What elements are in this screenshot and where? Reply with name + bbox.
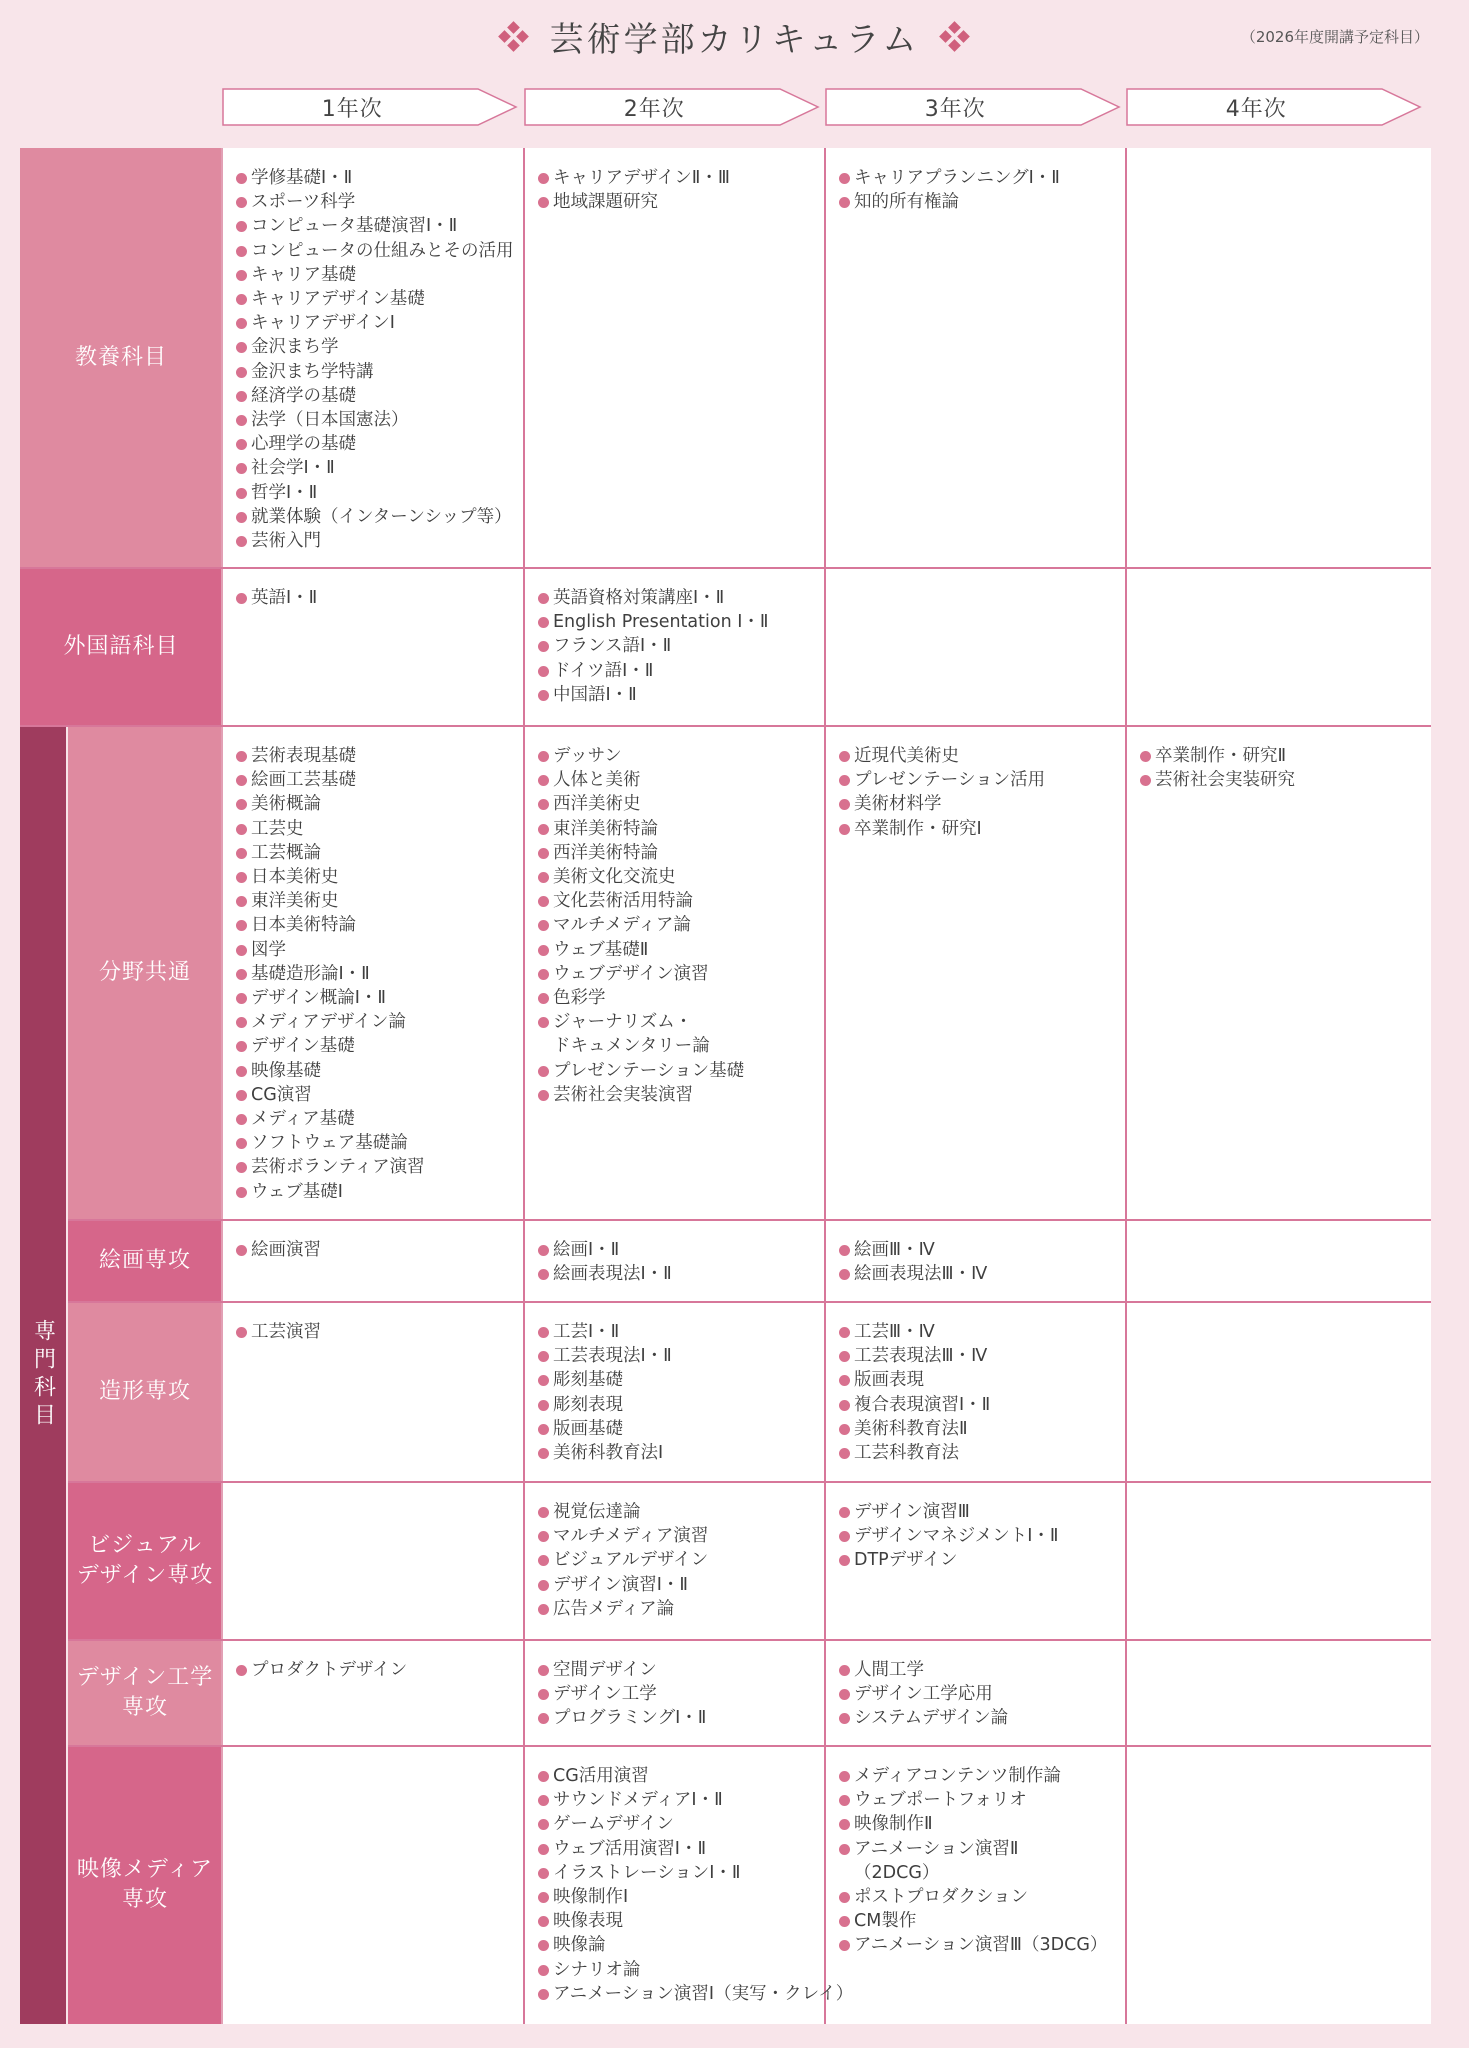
course-item: フランス語Ⅰ・Ⅱ — [538, 634, 828, 658]
course-item: 絵画表現法Ⅲ・Ⅳ — [839, 1262, 1129, 1286]
grid-hline — [20, 725, 1431, 727]
course-item: ジャーナリズム・ — [538, 1010, 828, 1034]
course-cell — [538, 744, 828, 1107]
category-6 — [68, 1482, 222, 1640]
course-item: 視覚伝達論 — [538, 1500, 828, 1524]
grid-hline — [68, 1639, 1431, 1641]
course-item: CG演習 — [236, 1083, 526, 1107]
category-7 — [68, 1640, 222, 1746]
grid-hline — [68, 1745, 1431, 1747]
course-item: 就業体験（インターンシップ等） — [236, 505, 526, 529]
course-cell — [538, 166, 828, 214]
grid-hline — [68, 1481, 1431, 1483]
course-item: DTPデザイン — [839, 1548, 1129, 1572]
course-item: 絵画工芸基礎 — [236, 768, 526, 792]
course-item: システムデザイン論 — [839, 1706, 1129, 1730]
page-title: 芸術学部カリキュラム — [549, 19, 920, 60]
course-cell — [236, 1320, 526, 1344]
course-cell — [236, 1238, 526, 1262]
course-item: 芸術社会実装研究 — [1140, 768, 1430, 792]
course-item: 経済学の基礎 — [236, 384, 526, 408]
course-cell — [538, 586, 828, 707]
grid-hline — [68, 1219, 1431, 1221]
course-item: CG活用演習 — [538, 1764, 828, 1788]
course-item: 工芸表現法Ⅰ・Ⅱ — [538, 1344, 828, 1368]
category-1 — [20, 148, 222, 568]
course-item: 芸術社会実装演習 — [538, 1083, 828, 1107]
course-item: 日本美術史 — [236, 865, 526, 889]
course-cell — [236, 1658, 526, 1682]
category-8 — [68, 1746, 222, 2024]
course-item: 東洋美術特論 — [538, 817, 828, 841]
course-item: English Presentation Ⅰ・Ⅱ — [538, 610, 828, 634]
course-item: プログラミングⅠ・Ⅱ — [538, 1706, 828, 1730]
year-label: 2年次 — [623, 96, 685, 122]
course-item: 美術文化交流史 — [538, 865, 828, 889]
page-subtitle: （2026年度開講予定科目） — [1240, 28, 1429, 46]
course-item: キャリア基礎 — [236, 263, 526, 287]
course-item: 心理学の基礎 — [236, 432, 526, 456]
course-item: ドキュメンタリー論 — [553, 1036, 710, 1057]
course-item: 工芸Ⅰ・Ⅱ — [538, 1320, 828, 1344]
category-label-line: ビジュアル — [88, 1533, 202, 1558]
course-item: 人間工学 — [839, 1658, 1129, 1682]
course-item: 日本美術特論 — [236, 913, 526, 937]
course-item: シナリオ論 — [538, 1958, 828, 1982]
course-cell — [839, 166, 1129, 214]
course-item: 知的所有権論 — [839, 190, 1129, 214]
course-cell — [236, 586, 526, 610]
year-header-2 — [524, 88, 820, 126]
course-item: 文化芸術活用特論 — [538, 889, 828, 913]
course-item: 西洋美術特論 — [538, 841, 828, 865]
course-item: ビジュアルデザイン — [538, 1548, 828, 1572]
course-item: 西洋美術史 — [538, 792, 828, 816]
course-item: アニメーション演習Ⅱ — [839, 1837, 1129, 1861]
course-item: 工芸概論 — [236, 841, 526, 865]
course-item: 絵画演習 — [236, 1238, 526, 1262]
year-label: 1年次 — [321, 96, 383, 122]
course-item: マルチメディア演習 — [538, 1524, 828, 1548]
course-item: 彫刻基礎 — [538, 1368, 828, 1392]
course-item: 芸術入門 — [236, 529, 526, 553]
course-item: デザイン工学 — [538, 1682, 828, 1706]
course-item: デザイン基礎 — [236, 1034, 526, 1058]
course-item: ウェブ基礎Ⅱ — [538, 938, 828, 962]
category-label-line: デザイン工学 — [76, 1665, 214, 1690]
category-label-line: 映像メディア — [76, 1857, 214, 1882]
course-item: 図学 — [236, 938, 526, 962]
course-item: イラストレーションⅠ・Ⅱ — [538, 1861, 828, 1885]
course-cell — [839, 1500, 1129, 1573]
course-item: （2DCG） — [854, 1862, 940, 1883]
category-label: 分野共通 — [98, 960, 191, 985]
course-item: マルチメディア論 — [538, 913, 828, 937]
category-2 — [20, 568, 222, 726]
course-item: 卒業制作・研究Ⅰ — [839, 817, 1129, 841]
course-item: 工芸史 — [236, 817, 526, 841]
course-item: 色彩学 — [538, 986, 828, 1010]
course-item: 芸術表現基礎 — [236, 744, 526, 768]
course-item: 哲学Ⅰ・Ⅱ — [236, 481, 526, 505]
course-item: ウェブポートフォリオ — [839, 1788, 1129, 1812]
course-item: ゲームデザイン — [538, 1812, 828, 1836]
course-item: 金沢まち学特講 — [236, 360, 526, 384]
category-label: 絵画専攻 — [98, 1248, 191, 1273]
grid-hline — [20, 567, 1431, 569]
course-item: コンピュータの仕組みとその活用 — [236, 239, 526, 263]
course-item: アニメーション演習Ⅰ（実写・クレイ） — [538, 1982, 828, 2006]
course-item: 絵画Ⅲ・Ⅳ — [839, 1238, 1129, 1262]
course-item: 美術概論 — [236, 792, 526, 816]
course-item: CM製作 — [839, 1909, 1129, 1933]
course-item: ウェブ基礎Ⅰ — [236, 1180, 526, 1204]
course-item: 芸術ボランティア演習 — [236, 1155, 526, 1179]
course-item: メディアコンテンツ制作論 — [839, 1764, 1129, 1788]
course-item: デザインマネジメントⅠ・Ⅱ — [839, 1524, 1129, 1548]
course-item: キャリアデザインⅠ — [236, 311, 526, 335]
course-cell — [538, 1320, 828, 1465]
course-item: 学修基礎Ⅰ・Ⅱ — [236, 166, 526, 190]
course-item: 複合表現演習Ⅰ・Ⅱ — [839, 1393, 1129, 1417]
course-cell — [538, 1238, 828, 1286]
course-item: 工芸演習 — [236, 1320, 526, 1344]
category-3 — [68, 726, 222, 1220]
course-item: 地域課題研究 — [538, 190, 828, 214]
course-item: プレゼンテーション基礎 — [538, 1059, 828, 1083]
course-item: キャリアデザインⅡ・Ⅲ — [538, 166, 828, 190]
course-item: メディア基礎 — [236, 1107, 526, 1131]
course-item: 映像制作Ⅰ — [538, 1885, 828, 1909]
course-item: 映像基礎 — [236, 1059, 526, 1083]
course-item: アニメーション演習Ⅲ（3DCG） — [839, 1933, 1129, 1957]
course-item: 映像論 — [538, 1933, 828, 1957]
course-item: 空間デザイン — [538, 1658, 828, 1682]
course-cell — [538, 1764, 854, 2006]
category-label-line: デザイン専攻 — [76, 1563, 214, 1588]
grid-vline — [1125, 148, 1127, 2024]
course-item: 基礎造形論Ⅰ・Ⅱ — [236, 962, 526, 986]
course-item: メディアデザイン論 — [236, 1010, 526, 1034]
course-item: ソフトウェア基礎論 — [236, 1131, 526, 1155]
course-item: ウェブデザイン演習 — [538, 962, 828, 986]
course-item: ウェブ活用演習Ⅰ・Ⅱ — [538, 1837, 828, 1861]
course-cell — [839, 1238, 1129, 1286]
year-header-3 — [825, 88, 1121, 126]
course-cell — [538, 1658, 828, 1731]
course-item: 工芸科教育法 — [839, 1441, 1129, 1465]
course-item: 法学（日本国憲法） — [236, 408, 526, 432]
category-label: 造形専攻 — [98, 1379, 191, 1404]
course-item: 版画基礎 — [538, 1417, 828, 1441]
year-header-4 — [1126, 88, 1422, 126]
course-item: 工芸Ⅲ・Ⅳ — [839, 1320, 1129, 1344]
course-item: サウンドメディアⅠ・Ⅱ — [538, 1788, 828, 1812]
course-cell — [236, 166, 526, 553]
course-item: キャリアプランニングⅠ・Ⅱ — [839, 166, 1129, 190]
course-item: 工芸表現法Ⅲ・Ⅳ — [839, 1344, 1129, 1368]
category-5 — [68, 1302, 222, 1482]
course-item: 近現代美術史 — [839, 744, 1129, 768]
course-item: 美術科教育法Ⅰ — [538, 1441, 828, 1465]
course-item: 卒業制作・研究Ⅱ — [1140, 744, 1430, 768]
course-item: スポーツ科学 — [236, 190, 526, 214]
diamond-ornament-icon — [937, 21, 973, 51]
course-cell — [839, 1764, 1129, 1958]
course-item: 金沢まち学 — [236, 335, 526, 359]
course-item: 社会学Ⅰ・Ⅱ — [236, 456, 526, 480]
course-item: プレゼンテーション活用 — [839, 768, 1129, 792]
course-item: 人体と美術 — [538, 768, 828, 792]
course-item: デザイン概論Ⅰ・Ⅱ — [236, 986, 526, 1010]
course-item: キャリアデザイン基礎 — [236, 287, 526, 311]
category-label: 外国語科目 — [63, 634, 179, 659]
course-item: 美術材料学 — [839, 792, 1129, 816]
course-cell — [538, 1500, 828, 1621]
course-cell — [839, 1658, 1129, 1731]
category-4 — [68, 1220, 222, 1302]
course-item: 広告メディア論 — [538, 1597, 828, 1621]
senmon-label: 専門科目 — [30, 1319, 56, 1431]
course-item: 映像表現 — [538, 1909, 828, 1933]
course-item: デッサン — [538, 744, 828, 768]
course-cell — [1140, 744, 1430, 792]
course-item: 美術科教育法Ⅱ — [839, 1417, 1129, 1441]
course-item: 英語Ⅰ・Ⅱ — [236, 586, 526, 610]
course-item: 中国語Ⅰ・Ⅱ — [538, 683, 828, 707]
course-cell — [839, 1320, 1129, 1465]
course-cell — [236, 744, 526, 1204]
year-label: 3年次 — [924, 96, 986, 122]
category-label: 教養科目 — [74, 345, 167, 370]
course-item: 絵画Ⅰ・Ⅱ — [538, 1238, 828, 1262]
course-item: デザイン工学応用 — [839, 1682, 1129, 1706]
grid-vline — [221, 148, 223, 2024]
course-item: プロダクトデザイン — [236, 1658, 526, 1682]
course-item: 絵画表現法Ⅰ・Ⅱ — [538, 1262, 828, 1286]
senmon-category — [20, 726, 66, 2024]
course-item: 彫刻表現 — [538, 1393, 828, 1417]
course-item: ポストプロダクション — [839, 1885, 1129, 1909]
category-label-line: 専攻 — [121, 1695, 168, 1720]
year-header-1 — [222, 88, 518, 126]
course-item: コンピュータ基礎演習Ⅰ・Ⅱ — [236, 214, 526, 238]
course-item: デザイン演習Ⅰ・Ⅱ — [538, 1573, 828, 1597]
course-item: 版画表現 — [839, 1368, 1129, 1392]
category-label-line: 専攻 — [121, 1887, 168, 1912]
course-item: 東洋美術史 — [236, 889, 526, 913]
year-label: 4年次 — [1225, 96, 1287, 122]
course-item: 英語資格対策講座Ⅰ・Ⅱ — [538, 586, 828, 610]
course-item: ドイツ語Ⅰ・Ⅱ — [538, 659, 828, 683]
grid-hline — [68, 1301, 1431, 1303]
course-cell — [839, 744, 1129, 841]
course-item: デザイン演習Ⅲ — [839, 1500, 1129, 1524]
course-item: 映像制作Ⅱ — [839, 1812, 1129, 1836]
diamond-ornament-icon — [496, 21, 532, 51]
